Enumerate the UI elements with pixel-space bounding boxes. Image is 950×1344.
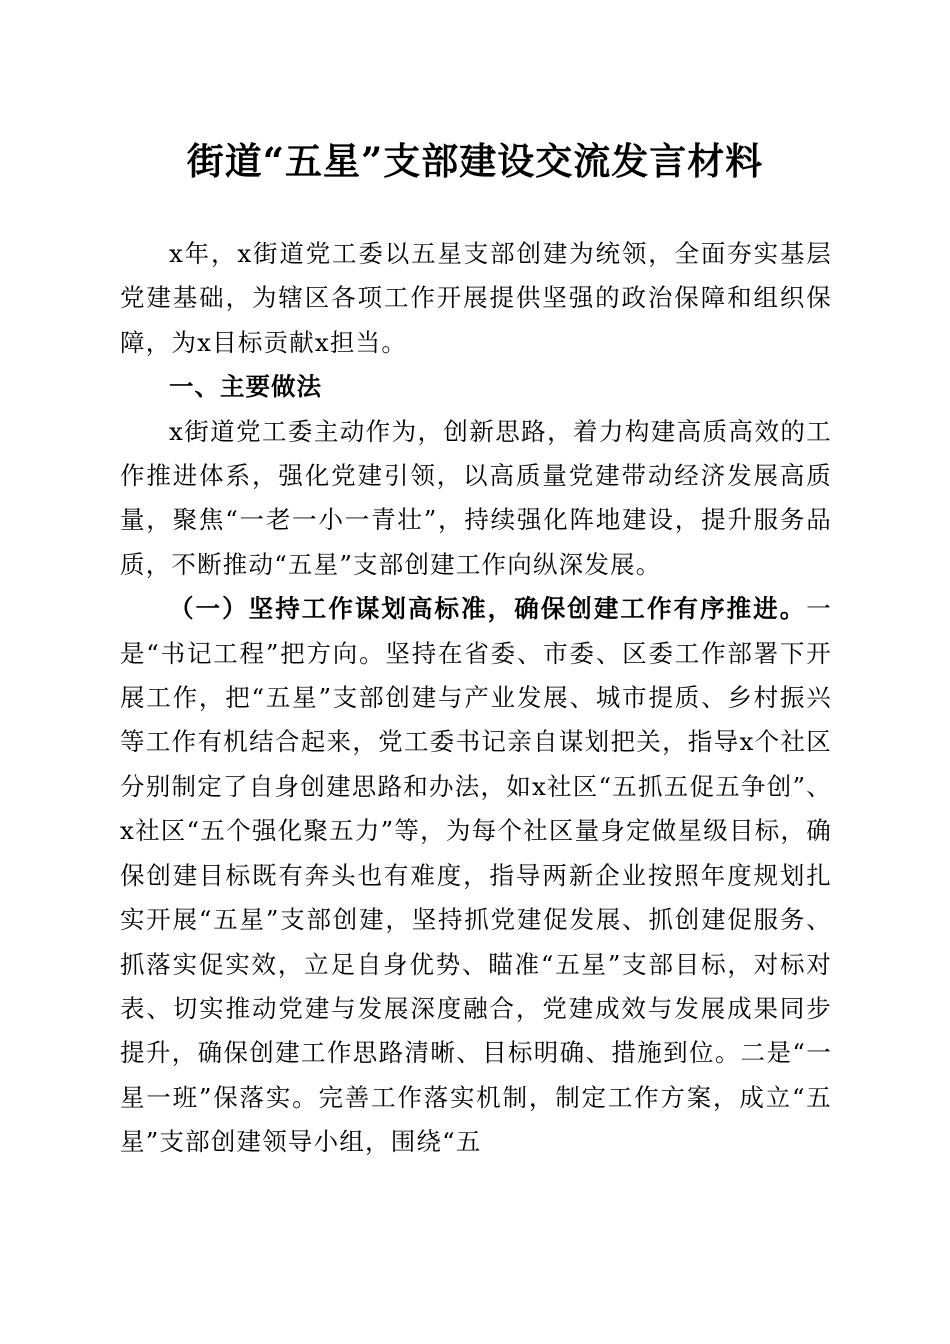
subsection-heading: （一）坚持工作谋划高标准，确保创建工作有序推进。 <box>169 594 807 624</box>
intro-paragraph: x年，x街道党工委以五星支部创建为统领，全面夯实基层党建基础，为辖区各项工作开展提供坚强的政治保障和组织保障，为x目标贡献x担当。 <box>120 239 832 357</box>
section-paragraph: x街道党工委主动作为，创新思路，着力构建高质高效的工作推进体系，强化党建引领，以高质量党建带动经济发展高质量，聚焦“一老一小一青壮”，持续强化阵地建设，提升服务品质，不断推动“五星”支部创建工作向纵深发展。 <box>120 416 832 579</box>
subsection-paragraph <box>120 587 832 1164</box>
document-title: 街道“五星”支部建设交流发言材料 <box>186 139 764 183</box>
section-heading-main-practices: 一、主要做法 <box>169 372 322 402</box>
subsection-text: 一是“书记工程”把方向。坚持在省委、市委、区委工作部署下开展工作，把“五星”支部创建与产业发展、城市提质、乡村振兴等工作有机结合起来，党工委书记亲自谋划把关，指导x个社区分别制定了自身创建思路和办法，如x社区“五抓五促五争创”、x社区“五个强化聚五力”等，为每个社区量身定做星级目标，确保创建目标既有奔头也有难度，指导两新企业按照年度规划扎实开展“五星”支部创建，坚持抓党建促发展、抓创建促服务、抓落实促实效，立足自身优势、瞄准“五星”支部目标，对标对表、切实推动党建与发展深度融合，党建成效与发展成果同步提升，确保创建工作思路清晰、目标明确、措施到位。二是“一星一班”保落实。完善工作落实机制，制定工作方案，成立“五星”支部创建领导小组，围绕“五 <box>120 594 832 1157</box>
document-body <box>120 232 832 1165</box>
